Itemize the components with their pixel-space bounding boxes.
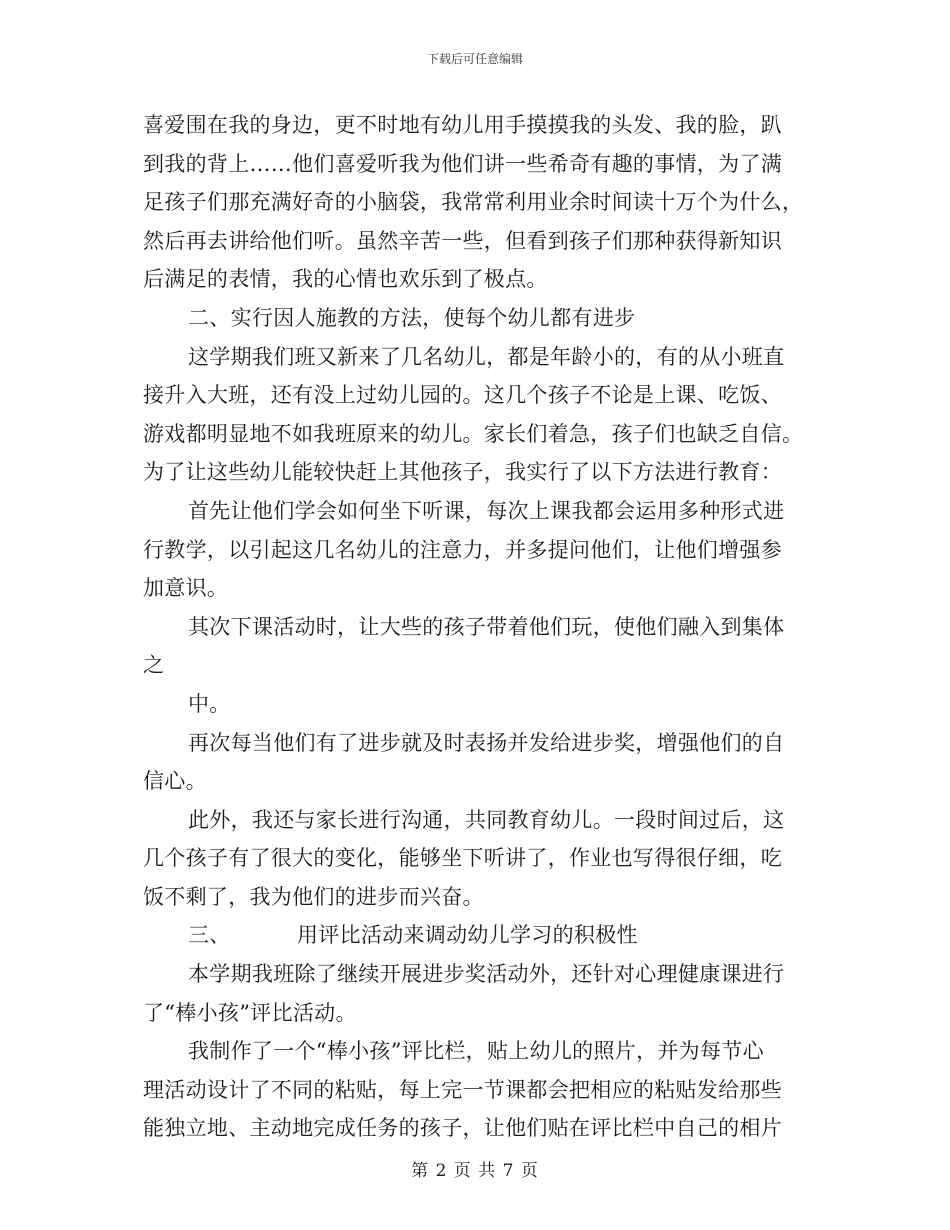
text-line: 喜爱围在我的身边，更不时地有幼儿用手摸摸我的头发、我的脸，趴	[143, 113, 782, 137]
text-line: 之	[143, 653, 165, 678]
text-line: 了“棒小孩”评比活动。	[143, 1000, 357, 1025]
text-line: 此外，我还与家长进行沟通，共同教育幼儿。一段时间过后，这	[188, 807, 785, 832]
section-number: 三、	[188, 923, 231, 948]
text-line: 行教学，以引起这几名幼儿的注意力，并多提问他们，让他们增强参	[143, 537, 782, 562]
text-line: 为了让这些幼儿能较快赶上其他孩子，我实行了以下方法进行教育：	[143, 460, 782, 485]
text-line: 后满足的表情，我的心情也欢乐到了极点。	[143, 267, 548, 292]
text-line: 这学期我们班又新来了几名幼儿，都是年龄小的，有的从小班直	[188, 344, 785, 369]
text-line: 加意识。	[143, 576, 229, 601]
document-body	[143, 106, 808, 1148]
text-line: 中。	[188, 691, 231, 716]
text-line: 足孩子们那充满好奇的小脑袋，我常常利用业余时间读十万个为什么，	[143, 190, 804, 215]
text-line: 接升入大班，还有没上过幼儿园的。这几个孩子不论是上课、吃饭、	[143, 383, 782, 408]
text-line: 首先让他们学会如何坐下听课，每次上课我都会运用多种形式进	[188, 498, 785, 523]
text-line: 几个孩子有了很大的变化，能够坐下听讲了，作业也写得很仔细，吃	[143, 846, 782, 871]
text-line: 我制作了一个“棒小孩”评比栏，贴上幼儿的照片，并为每节心	[188, 1039, 764, 1064]
section-title: 用评比活动来调动幼儿学习的积极性	[297, 923, 638, 948]
section-heading-3	[143, 916, 808, 955]
page-header-note: 下载后可任意编辑	[426, 52, 523, 66]
page-number: 第 2 页 共 7 页	[411, 1161, 539, 1181]
text-line: 能独立地、主动地完成任务的孩子，让他们贴在评比栏中自己的相片	[143, 1116, 782, 1141]
text-line: 饭不剩了，我为他们的进步而兴奋。	[143, 884, 484, 909]
text-line: 到我的背上……他们喜爱听我为他们讲一些希奇有趣的事情，为了满	[143, 151, 782, 176]
text-line: 其次下课活动时，让大些的孩子带着他们玩，使他们融入到集体	[188, 614, 785, 639]
section-heading-2: 二、实行因人施教的方法，使每个幼儿都有进步	[188, 305, 636, 330]
text-line: 再次每当他们有了进步就及时表扬并发给进步奖，增强他们的自	[188, 730, 785, 755]
text-line: 理活动设计了不同的粘贴，每上完一节课都会把相应的粘贴发给那些	[143, 1077, 782, 1102]
text-line: 然后再去讲给他们听。虽然辛苦一些，但看到孩子们那种获得新知识	[143, 228, 782, 253]
text-line: 游戏都明显地不如我班原来的幼儿。家长们着急，孩子们也缺乏自信。	[143, 421, 804, 446]
text-line: 本学期我班除了继续开展进步奖活动外，还针对心理健康课进行	[188, 962, 785, 987]
text-line: 信心。	[143, 769, 207, 794]
